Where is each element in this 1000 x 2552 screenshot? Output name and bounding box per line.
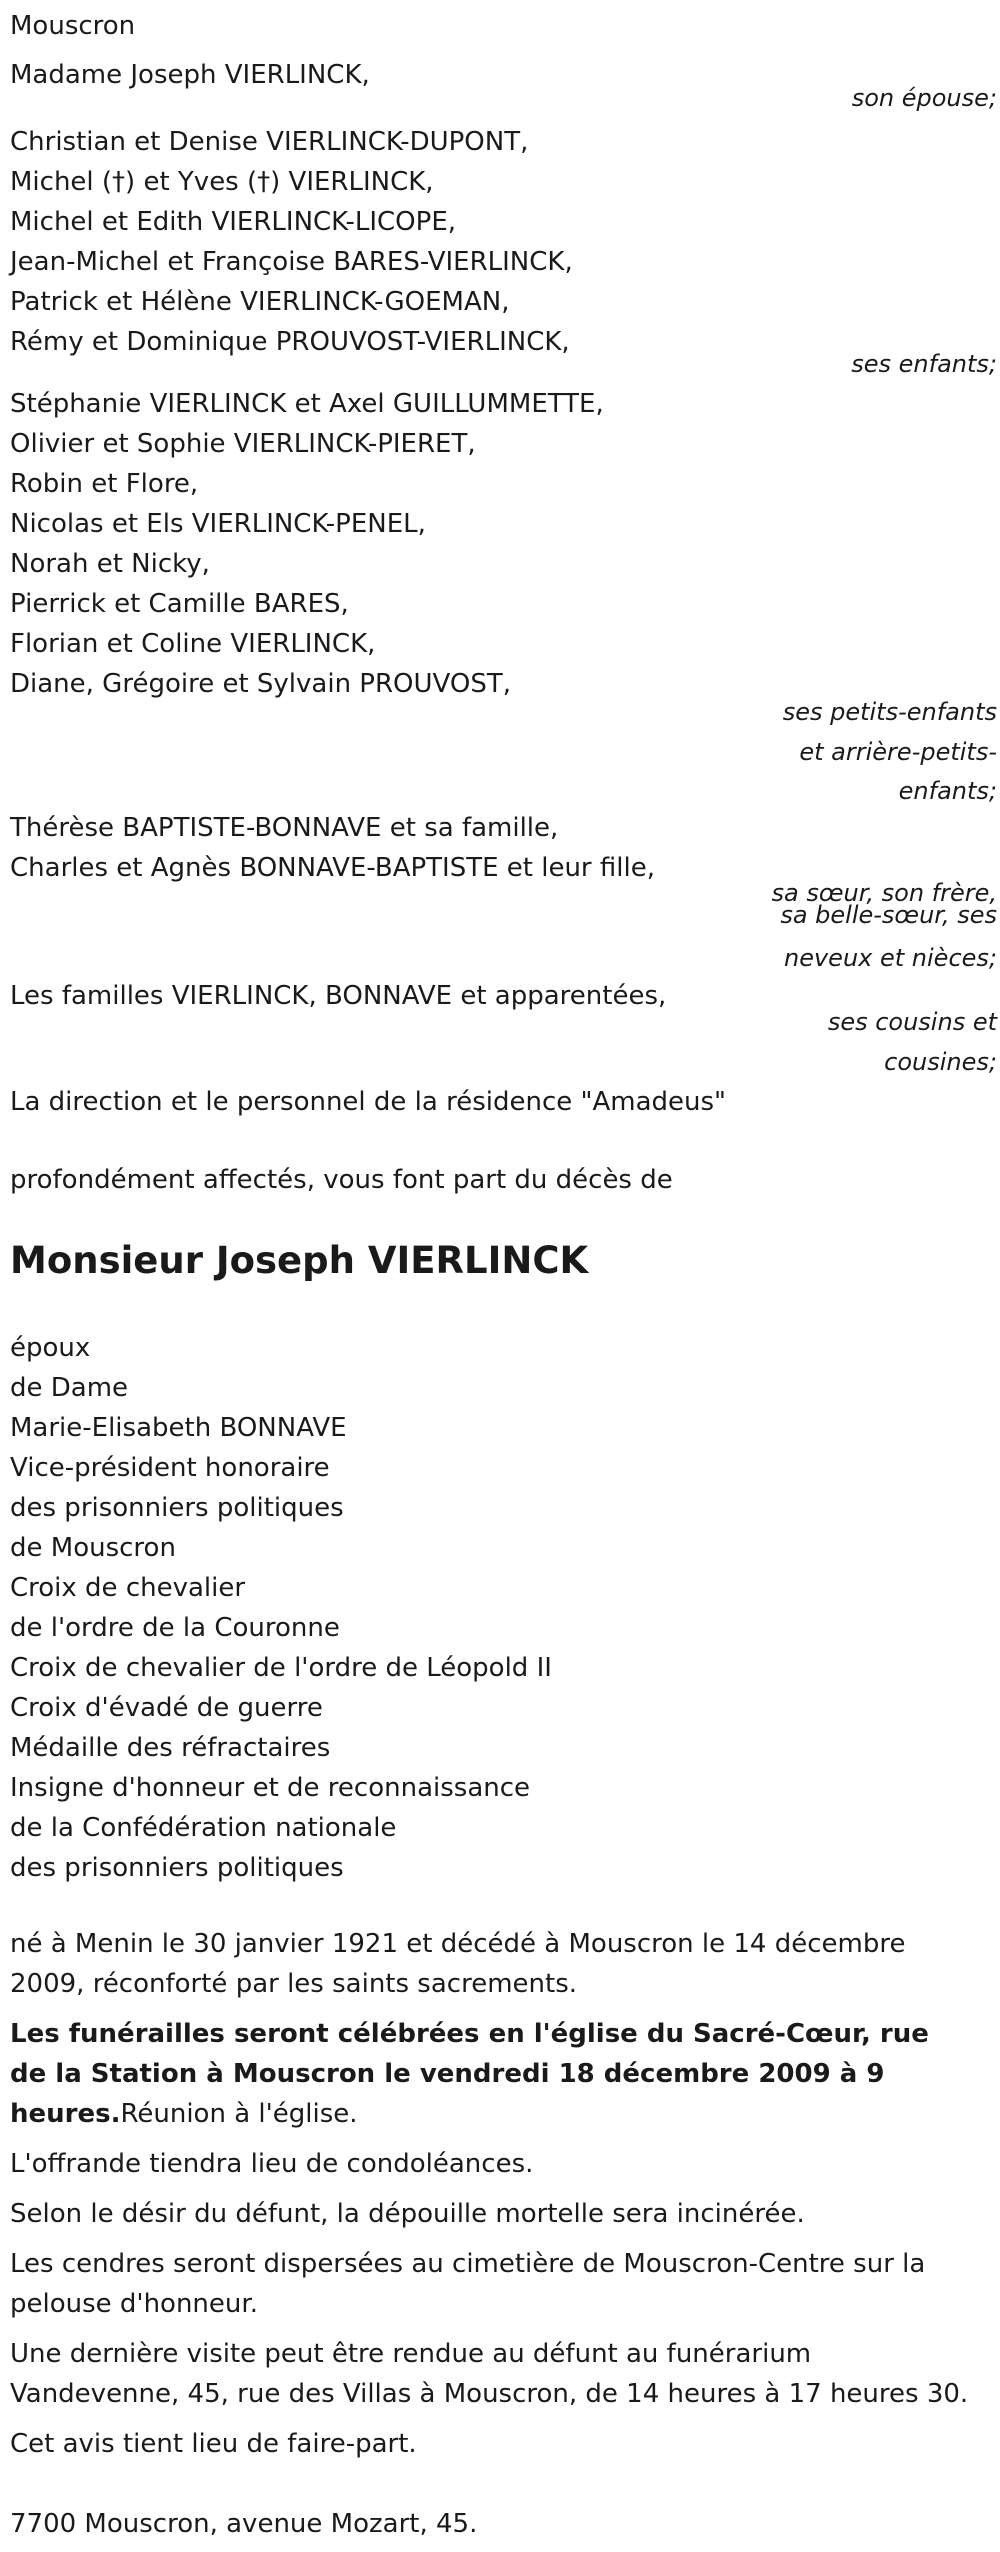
child-line: Jean-Michel et Françoise BARES-VIERLINCK, [10,247,573,277]
grandchildren-relation: enfants; [898,777,997,805]
cousins-relation: cousines; [884,1048,997,1076]
notice-paragraph: Cet avis tient lieu de faire-part. [10,2429,417,2459]
title-line: époux [10,1333,91,1363]
siblings-relation: sa sœur, son frère, [771,879,997,907]
child-line: Rémy et Dominique PROUVOST-VIERLINCK, [10,327,570,357]
title-line: des prisonniers politiques [10,1493,344,1523]
grandchild-line: Robin et Flore, [10,469,199,499]
offering-paragraph: L'offrande tiendra lieu de condoléances. [10,2149,534,2179]
birth-paragraph: né à Menin le 30 janvier 1921 et décédé à Mouscron le 14 décembre 2009, réconforté par les saints sacrements. [10,1929,906,1999]
sibling-line: Thérèse BAPTISTE-BONNAVE et sa famille, [10,813,559,843]
siblings-relation: neveux et nièces; [784,944,997,972]
title-line: Insigne d'honneur et de reconnaissance [10,1773,531,1803]
announcement-line: profondément affectés, vous font part du décès de [10,1165,673,1195]
grandchildren-relation: et arrière-petits- [799,738,997,766]
grandchild-line: Florian et Coline VIERLINCK, [10,629,376,659]
child-line: Michel (†) et Yves (†) VIERLINCK, [10,167,434,197]
funeral-gathering: Réunion à l'église. [120,2099,358,2129]
ashes-paragraph: Les cendres seront dispersées au cimetière de Mouscron-Centre sur la pelouse d'honneur. [10,2249,926,2319]
grandchild-line: Nicolas et Els VIERLINCK-PENEL, [10,509,426,539]
title-line: Croix de chevalier de l'ordre de Léopold II [10,1653,552,1683]
title-line: de Dame [10,1373,129,1403]
grandchild-line: Stéphanie VIERLINCK et Axel GUILLUMMETTE, [10,389,604,419]
title-line: Croix de chevalier [10,1573,246,1603]
child-line: Patrick et Hélène VIERLINCK-GOEMAN, [10,287,510,317]
spouse-name: Madame Joseph VIERLINCK, [10,60,370,90]
title-line: Croix d'évadé de guerre [10,1693,323,1723]
title-line: Médaille des réfractaires [10,1733,331,1763]
child-line: Michel et Edith VIERLINCK-LICOPE, [10,207,457,237]
children-relation: ses enfants; [851,350,997,378]
child-line: Christian et Denise VIERLINCK-DUPONT, [10,127,529,157]
title-line: de Mouscron [10,1533,176,1563]
title-line: de l'ordre de la Couronne [10,1613,340,1643]
funeral-paragraph [10,2014,970,2134]
grandchild-line: Pierrick et Camille BARES, [10,589,349,619]
visit-paragraph: Une dernière visite peut être rendue au défunt au funérarium Vandevenne, 45, rue des Villas à Mouscron, de 14 heures à 17 heures 30. [10,2339,969,2409]
title-line: Vice-président honoraire [10,1453,330,1483]
header-city: Mouscron [10,11,136,41]
residence-line: La direction et le personnel de la résidence "Amadeus" [10,1087,727,1117]
deceased-name: Monsieur Joseph VIERLINCK [10,1239,589,1282]
funeral-details: Les funérailles seront célébrées en l'église du Sacré-Cœur, rue de la Station à Mouscron le vendredi 18 décembre 2009 à 9 heures. [10,2019,929,2129]
title-line: des prisonniers politiques [10,1853,344,1883]
title-line: Marie-Elisabeth BONNAVE [10,1413,347,1443]
grandchild-line: Olivier et Sophie VIERLINCK-PIERET, [10,429,476,459]
grandchild-line: Norah et Nicky, [10,549,210,579]
title-line: de la Confédération nationale [10,1813,397,1843]
cousins-relation: ses cousins et [827,1008,997,1036]
grandchild-line: Diane, Grégoire et Sylvain PROUVOST, [10,669,511,699]
spouse-relation: son épouse; [851,84,997,112]
grandchildren-relation: ses petits-enfants [782,698,997,726]
cremation-paragraph: Selon le désir du défunt, la dépouille mortelle sera incinérée. [10,2199,805,2229]
siblings-relation: sa belle-sœur, ses [780,901,997,929]
address-line: 7700 Mouscron, avenue Mozart, 45. [10,2509,478,2539]
cousins-line: Les familles VIERLINCK, BONNAVE et apparentées, [10,981,667,1011]
sibling-line: Charles et Agnès BONNAVE-BAPTISTE et leur fille, [10,853,655,883]
